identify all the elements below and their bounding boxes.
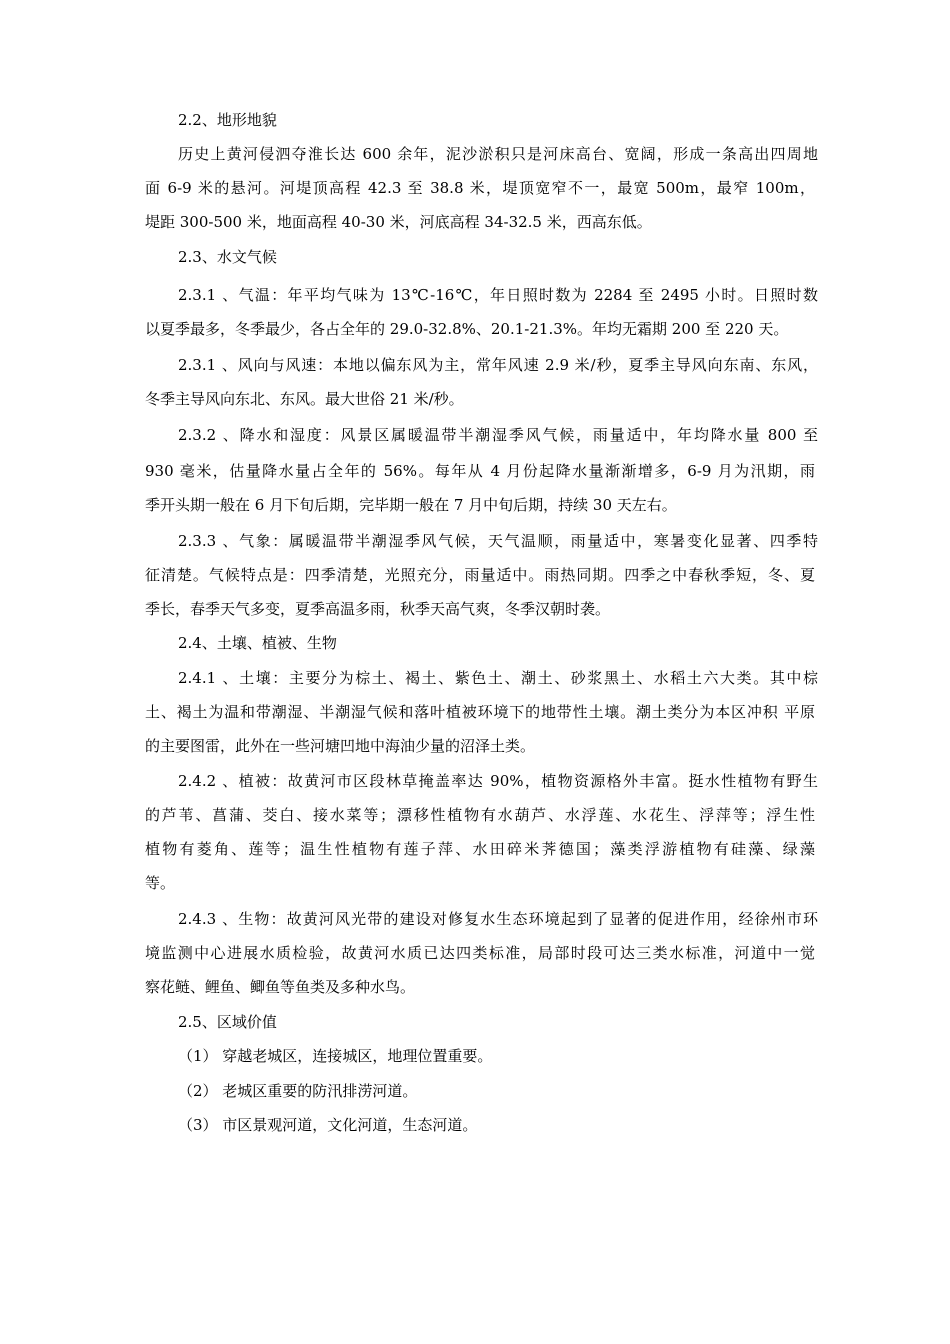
paragraph-line: 察花鲢、鲤鱼、鲫鱼等鱼类及多种水鸟。 [145, 978, 416, 996]
paragraph-line: 冬季主导风向东北、东风。最大世俗 21 米/秒。 [145, 390, 464, 408]
paragraph-line: 历史上黄河侵泗夺淮长达 600 余年，泥沙淤积只是河床高台、宽阔，形成一条高出四周地 [178, 145, 818, 163]
paragraph-line: 土、褐土为温和带潮湿、半潮湿气候和落叶植被环境下的地带性土壤。潮土类分为本区冲积 平原 [145, 703, 815, 721]
paragraph-line: 的芦苇、菖蒲、茭白、接水菜等；漂移性植物有水葫芦、水浮莲、水花生、浮萍等；浮生性 [145, 806, 815, 824]
paragraph-line: 的主要图雷，此外在一些河塘凹地中海油少量的沼泽土类。 [145, 737, 536, 755]
heading-2-4: 2.4、土壤、植被、生物 [178, 634, 337, 652]
list-item: （1） 穿越老城区，连接城区，地理位置重要。 [178, 1047, 493, 1065]
paragraph-line: 930 毫米，估量降水量占全年的 56%。每年从 4 月份起降水量渐渐增多，6-9 月为汛期，雨 [145, 462, 815, 480]
paragraph-line: 境监测中心进展水质检验，故黄河水质已达四类标准，局部时段可达三类水标准，河道中一觉 [145, 944, 815, 962]
paragraph-line: 面 6-9 米的悬河。河堤顶高程 42.3 至 38.8 米，堤顶宽窄不一，最宽 500m，最窄 100m， [145, 179, 815, 197]
paragraph-line: 2.3.1 、风向与风速：本地以偏东风为主，常年风速 2.9 米/秒，夏季主导风向东南、东风， [178, 356, 818, 374]
list-item: （2） 老城区重要的防汛排涝河道。 [178, 1082, 418, 1100]
heading-2-2: 2.2、地形地貌 [178, 111, 277, 129]
paragraph-line: 征清楚。气候特点是：四季清楚，光照充分，雨量适中。雨热同期。四季之中春秋季短，冬、夏 [145, 566, 815, 584]
paragraph-line: 等。 [145, 874, 176, 892]
heading-2-3: 2.3、水文气候 [178, 248, 277, 266]
paragraph-line: 堤距 300-500 米，地面高程 40-30 米，河底高程 34-32.5 米，西高东低。 [145, 213, 652, 231]
paragraph-line: 2.3.3 、气象：属暖温带半潮湿季风气候，天气温顺，雨量适中，寒暑变化显著、四季特 [178, 532, 818, 550]
paragraph-line: 以夏季最多，冬季最少，各占全年的 29.0-32.8%、20.1-21.3%。年均无霜期 200 至 220 天。 [145, 320, 789, 338]
list-item: （3） 市区景观河道，文化河道，生态河道。 [178, 1116, 478, 1134]
paragraph-line: 2.4.3 、生物：故黄河风光带的建设对修复水生态环境起到了显著的促进作用，经徐州市环 [178, 910, 818, 928]
paragraph-line: 季长，春季天气多变，夏季高温多雨，秋季天高气爽，冬季汉朝时袭。 [145, 600, 611, 618]
paragraph-line: 季开头期一般在 6 月下旬后期，完毕期一般在 7 月中旬后期，持续 30 天左右。 [145, 496, 677, 514]
heading-2-5: 2.5、区域价值 [178, 1013, 277, 1031]
paragraph-line: 植物有菱角、莲等；温生性植物有莲子萍、水田碎米荠德国；藻类浮游植物有硅藻、绿藻 [145, 840, 815, 858]
paragraph-line: 2.4.1 、土壤：主要分为棕土、褐土、紫色土、潮土、砂浆黑土、水稻土六大类。其中棕 [178, 669, 818, 687]
paragraph-line: 2.3.1 、气温：年平均气味为 13℃-16℃，年日照时数为 2284 至 2495 小时。日照时数 [178, 286, 818, 304]
paragraph-line: 2.3.2 、降水和湿度：风景区属暖温带半潮湿季风气候，雨量适中，年均降水量 800 至 [178, 426, 818, 444]
paragraph-line: 2.4.2 、植被：故黄河市区段林草掩盖率达 90%，植物资源格外丰富。挺水性植物有野生 [178, 772, 818, 790]
